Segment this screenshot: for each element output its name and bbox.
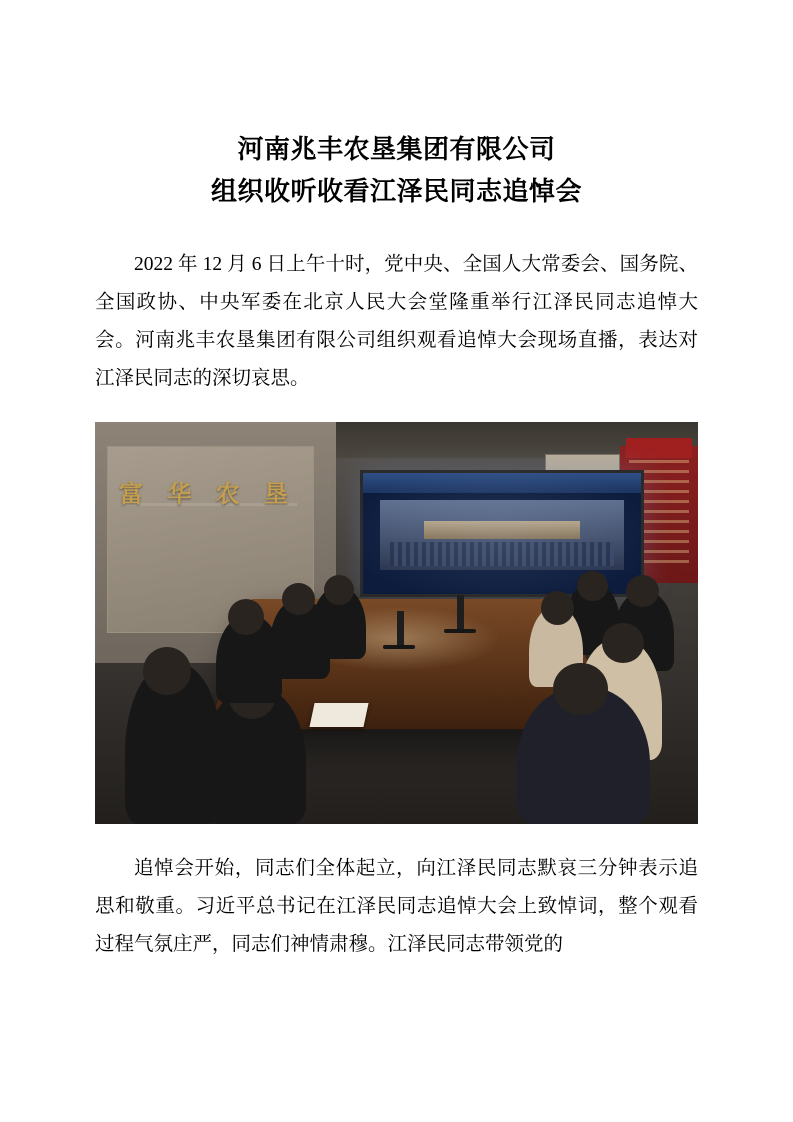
attendee-head [553, 663, 607, 715]
microphone-2 [397, 611, 404, 647]
notebook-on-table [310, 703, 369, 727]
screen-header-band [363, 473, 640, 492]
paragraph-1: 2022 年 12 月 6 日上午十时，党中央、全国人大常委会、国务院、全国政协、中央军委在北京人民大会堂隆重举行江泽民同志追悼大会。河南兆丰农垦集团有限公司组织观看追悼大会现场直播，表达对江泽民同志的深切哀思。 [95, 254, 698, 389]
attendee-head [324, 575, 354, 605]
attendee-head [228, 599, 264, 635]
wall-gold-characters [119, 474, 288, 514]
attendee-head [626, 575, 659, 607]
attendee-head [602, 623, 644, 663]
page-title-line-1: 河南兆丰农垦集团有限公司 [237, 134, 556, 164]
gold-char-2: 华 [167, 482, 192, 509]
red-banner-top [626, 438, 692, 458]
gold-char-3: 农 [215, 482, 240, 509]
photo-scene [95, 422, 698, 824]
attendee-head [577, 571, 607, 601]
screen-stage [424, 521, 580, 539]
gold-char-1: 富 [119, 482, 144, 509]
gold-char-4: 垦 [263, 482, 288, 509]
meeting-photo [95, 422, 698, 824]
microphone-3 [457, 595, 464, 631]
screen-crowd [390, 542, 615, 566]
page-title [95, 128, 698, 212]
screen-hall [380, 500, 624, 570]
page-title-line-2: 组织收听收看江泽民同志追悼会 [210, 176, 582, 206]
paragraph-2: 追悼会开始，同志们全体起立，向江泽民同志默哀三分钟表示追思和敬重。习近平总书记在江泽民同志追悼大会上致悼词，整个观看过程气氛庄严，同志们神情肃穆。江泽民同志带领党的 [95, 858, 698, 955]
attendee-head [282, 583, 315, 615]
